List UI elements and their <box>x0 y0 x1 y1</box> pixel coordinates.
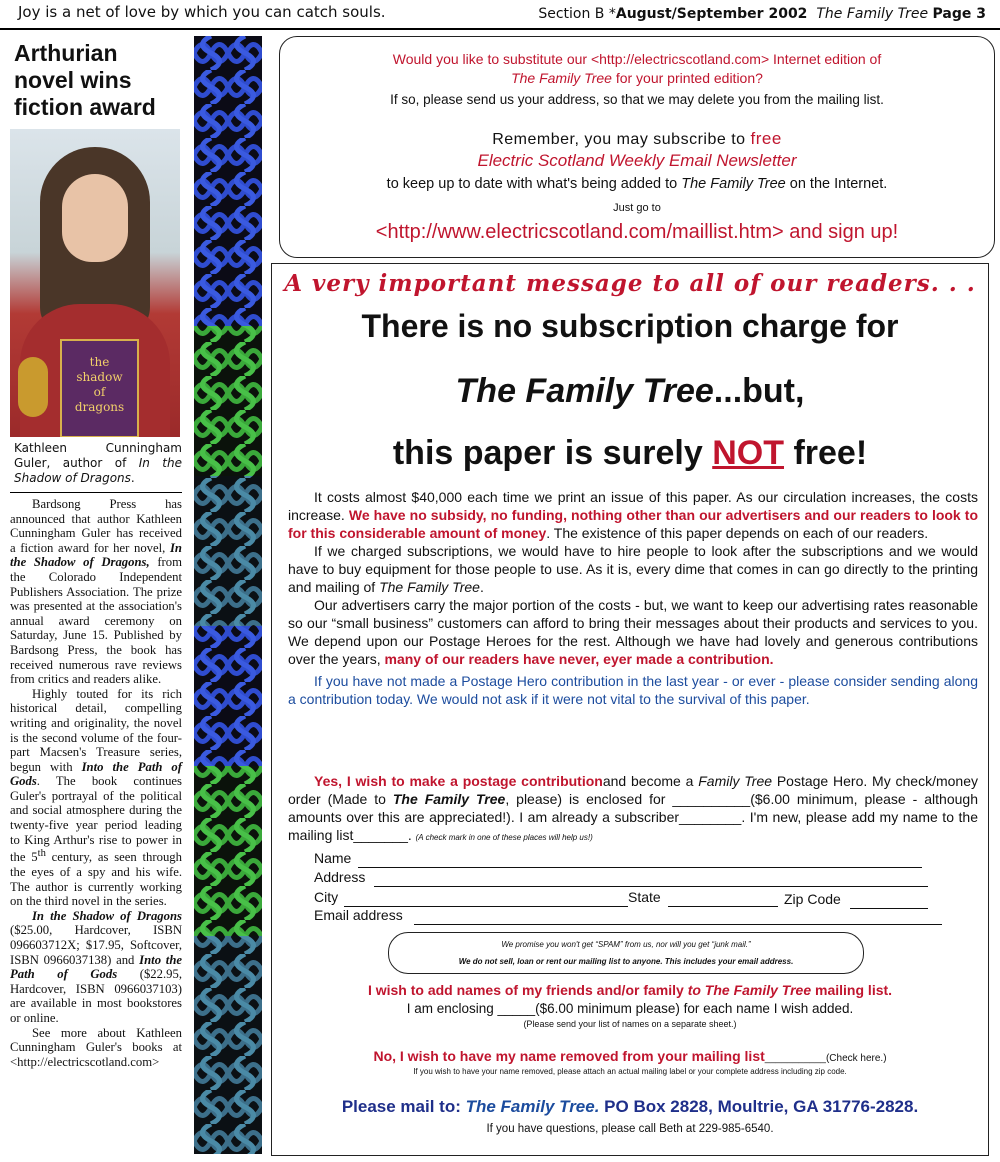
text: , please) is enclosed for __________($6.00 minimum, please - although amounts over this are appreciated!). I am already a subscriber________. I'm new, please add my name to the mailing list_______. <box>288 791 978 843</box>
body-paragraph <box>288 542 978 596</box>
text: ($25.00, Hardcover, ISBN 096603712X; $17.95, Softcover, ISBN 0966037138) and <box>10 923 182 967</box>
article-title <box>10 40 182 121</box>
not-emphasis: NOT <box>712 434 784 472</box>
paper-title: to The Family Tree <box>687 982 812 998</box>
body-paragraph <box>288 596 978 668</box>
maillist-url-line <box>280 221 994 244</box>
text: If we charged subscriptions, we would have to hire people to look after the subscriptions and we would have to buy equipment for those people to use. As it is, every dime that comes in can go directly to the printing and mailing of <box>288 543 978 595</box>
article-title-line: Arthurian <box>14 40 118 66</box>
celtic-knot-border <box>194 36 262 1154</box>
text: to keep up to date with what's being added to <box>386 176 682 192</box>
add-friends-line <box>272 982 988 998</box>
emphasis-text: many of our readers have never, eyer made a contribution. <box>384 651 774 667</box>
text: It costs almost $40,000 each time we print an issue of this paper. As our circulation increases, the costs increase. <box>288 489 978 523</box>
mailing-address: PO Box 2828, Moultrie, GA 31776-2828. <box>599 1097 919 1116</box>
book-title: In the Shadow of Dragons, <box>10 540 182 570</box>
city-label: City <box>314 889 339 905</box>
enclosing-line: I am enclosing _____($6.00 minimum please) for each name I wish added. <box>406 1001 854 1016</box>
paper-title: The Family Tree <box>392 791 506 807</box>
just-go-to: Just go to <box>613 202 661 214</box>
mailing-list-note: If so, please send us your address, so that we may delete you from the mailing list. <box>390 92 884 107</box>
zip-label: Zip Code <box>784 891 841 907</box>
name-label: Name <box>314 850 352 866</box>
book-text: shadow <box>76 370 123 384</box>
state-label: State <box>628 889 661 905</box>
cost-explanation <box>288 488 978 708</box>
emphasis-text: We have no subsidy, no funding, nothing other than our advertisers and our readers to look to for this considerable amount of money <box>288 507 978 541</box>
paper-title: The Family Tree. <box>465 1097 600 1116</box>
body-paragraph <box>288 772 978 847</box>
book-title: In the Shadow of Dragons <box>32 908 182 923</box>
text: and sign up! <box>783 221 899 243</box>
maillist-url[interactable]: <http://www.electricscotland.com/maillist.htm> <box>375 221 784 243</box>
text: Postage Hero. My check/money order (Made to <box>288 773 979 807</box>
caption-rule <box>10 492 182 493</box>
separate-sheet-note: (Please send your list of names on a separate sheet.) <box>523 1019 737 1029</box>
paper-title: The Family Tree <box>379 579 480 595</box>
text: century, as seen through the eyes of a spy and his wife. The author is currently working on the third novel in the series. <box>10 850 182 909</box>
header-rule <box>0 28 1000 30</box>
photo-caption <box>10 441 182 486</box>
yes-contribution: Yes, I wish to make a postage contribution <box>314 773 603 789</box>
mail-to-line <box>272 1097 988 1117</box>
subscribe-reminder <box>280 129 994 149</box>
caption-text: Kathleen Cunningham Guler, author of <box>14 441 182 470</box>
superscript: th <box>37 848 46 860</box>
privacy-promise: We do not sell, loan or rent our mailing list to anyone. This includes your email address. <box>458 957 794 966</box>
paper-title: The Family Tree <box>511 70 612 86</box>
article-paragraph <box>10 497 182 687</box>
text: Remember, you may subscribe to <box>492 131 751 148</box>
text: Bardsong Press has announced that author Kathleen Cunningham Guler has received a fiction award for her novel, <box>10 497 182 555</box>
text: for your printed edition? <box>611 70 763 86</box>
subscription-message-box <box>271 263 989 1156</box>
internet-edition-offer-2 <box>280 70 994 86</box>
text: ...but, <box>713 372 805 410</box>
check-here: ___________(Check here.) <box>764 1053 887 1064</box>
text: . The existence of this paper depends on each of our readers. <box>546 525 929 541</box>
text: ($22.95, Hardcover, ISBN 0966037103) are available in most bookstores or online. <box>10 967 183 1026</box>
text: Please mail to: <box>341 1097 466 1116</box>
book-cover <box>60 339 139 437</box>
paper-title: The Family Tree <box>455 372 714 410</box>
text: Our advertisers carry the major portion of the costs - but, we want to keep our advertising rates reasonable so our “small business” customers can afford to bring their messages about their products and services to you. We depend upon our Postage Heroes for the rest. Although we have had lovely and generous contributions over the years, <box>288 597 978 667</box>
spam-promise: We promise you won't get “SPAM” from us, nor will you get “junk mail.” <box>501 940 751 949</box>
text: Highly touted for its rich historical detail, compelling writing and originality, the novel is the second volume of the four-part Macsen's Treasure series, begun with <box>10 686 182 774</box>
remove-instructions: If you wish to have your name removed, please attach an actual mailing label or your complete address including zip code. <box>413 1067 847 1076</box>
name-field[interactable] <box>358 867 922 868</box>
article-title-line: fiction award <box>14 94 156 120</box>
check-mark-note: (A check mark in one of these places will help us!) <box>415 833 593 842</box>
book-text: dragons <box>74 400 125 414</box>
headline-1: There is no subscription charge for <box>361 308 899 344</box>
remove-line <box>272 1048 988 1064</box>
article-title-line: novel wins <box>14 67 132 93</box>
privacy-promise-box <box>388 932 864 974</box>
header-section: Section B <box>538 6 605 22</box>
book-title: Into the Path of Gods <box>10 952 183 982</box>
newsletter-name: Electric Scotland Weekly Email Newsletter <box>477 151 797 170</box>
text: on the Internet. <box>785 176 888 192</box>
book-text: of <box>93 385 106 399</box>
header-issue-info <box>538 6 986 22</box>
text: . <box>479 579 484 595</box>
questions-line: If you have questions, please call Beth at 229-985-6540. <box>486 1123 774 1135</box>
body-paragraph <box>288 488 978 542</box>
text: this paper is surely <box>392 434 713 472</box>
free-text: free <box>750 129 782 148</box>
article-paragraph <box>10 687 182 909</box>
photo-face <box>62 174 128 262</box>
text: free! <box>784 434 868 472</box>
paper-title: Family Tree <box>698 773 773 789</box>
text: . The book continues Guler's portrayal of the political and social atmosphere during the twenty-five year period leading to King Arthur's rise to power in the 5 <box>10 774 182 865</box>
text: from the Colorado Independent Publishers Association. The prize was presented at the association's annual award ceremony on Saturday, June 15. Published by Bardsong Press, the book has received numerous rave reviews from critics and readers alike. <box>10 555 182 687</box>
header-issue: August/September 2002 <box>615 6 808 22</box>
script-heading: A very important message to all of our readers. . . <box>284 270 976 297</box>
headline-3 <box>272 434 988 473</box>
header-page: Page 3 <box>932 6 986 22</box>
book-title: Into the Path of Gods <box>10 759 182 789</box>
book-text: the <box>89 355 110 369</box>
internet-edition-box <box>279 36 995 258</box>
email-field[interactable] <box>414 924 942 925</box>
article-body <box>10 497 182 1069</box>
contribution-form-text <box>288 772 978 847</box>
text: mailing list. <box>811 982 893 998</box>
headline-2 <box>272 372 988 411</box>
newsletter-purpose <box>280 176 994 192</box>
internet-edition-offer: Would you like to substitute our <http://electricscotland.com> Internet edition of <box>392 51 882 67</box>
header-star: * <box>608 6 616 22</box>
text: I wish to add names of my friends and/or family <box>367 982 688 998</box>
text: and become a <box>602 773 699 789</box>
state-field[interactable] <box>668 906 778 907</box>
caption-end: . <box>130 471 135 485</box>
article-paragraph: See more about Kathleen Cunningham Guler's books at <http://electricscotland.com> <box>10 1025 182 1069</box>
zip-field[interactable] <box>850 908 928 909</box>
postage-hero-appeal: If you have not made a Postage Hero contribution in the last year - or ever - please consider sending along a contribution today. We would not ask if it were not vital to the survival of this paper. <box>288 673 978 707</box>
paper-title: The Family Tree <box>681 176 786 192</box>
trophy-icon <box>18 357 48 417</box>
address-label: Address <box>314 869 366 885</box>
email-label: Email address <box>314 907 403 923</box>
article-paragraph <box>10 909 182 1026</box>
caption-book-title: In the Shadow of Dragons <box>14 456 182 485</box>
remove-text: No, I wish to have my name removed from your mailing list <box>373 1048 765 1064</box>
article-column <box>10 32 182 1162</box>
address-field[interactable] <box>374 886 928 887</box>
author-photo <box>10 129 180 437</box>
header-paper-name: The Family Tree <box>816 6 929 22</box>
header-quote: Joy is a net of love by which you can catch souls. <box>18 3 386 21</box>
